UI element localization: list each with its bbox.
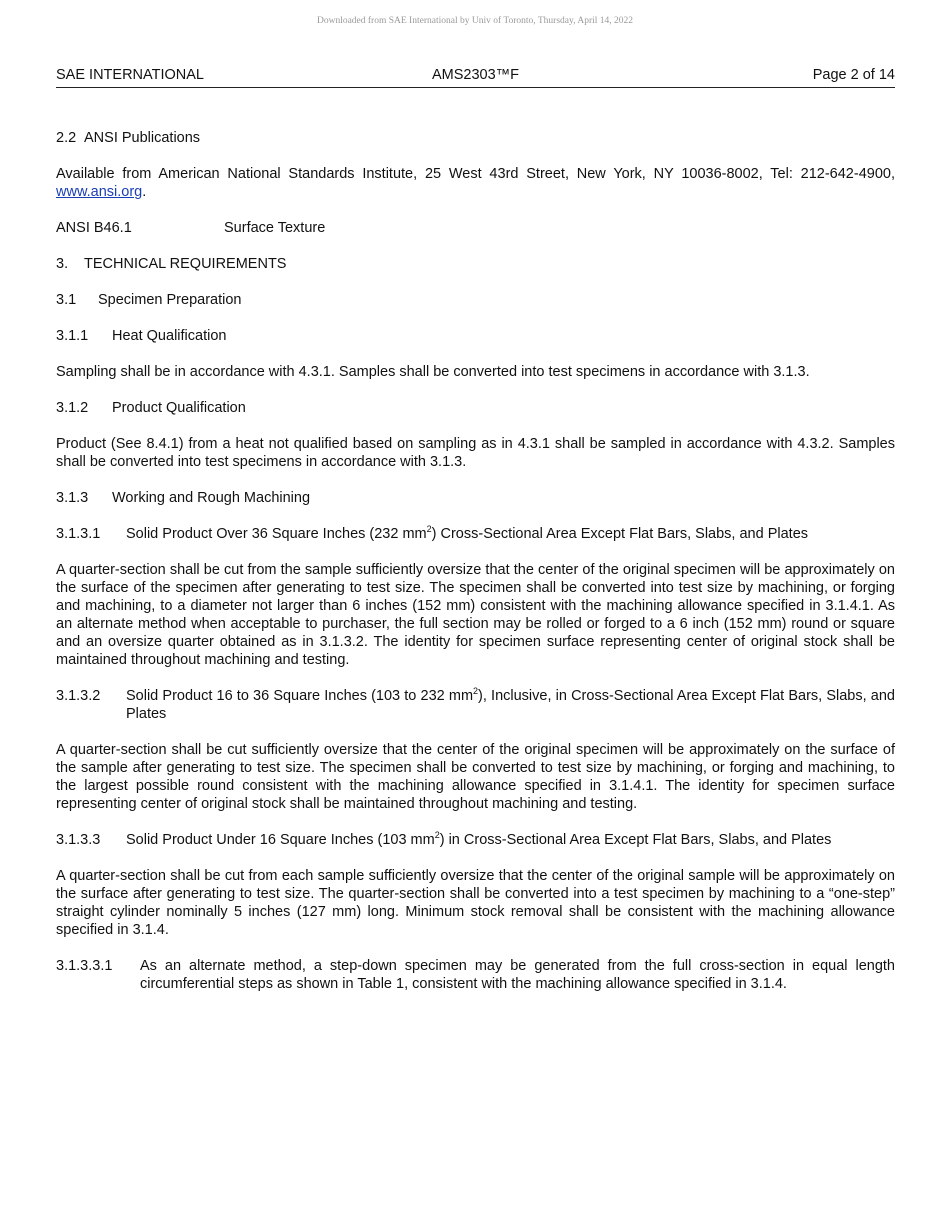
title-part-a: Solid Product 16 to 36 Square Inches (103 to 232 mm [126,688,474,704]
section-3-1-3-heading [56,489,895,507]
section-number: 3.1.3 [56,490,89,506]
section-title: TECHNICAL REQUIREMENTS [84,256,287,272]
section-title: Heat Qualification [112,328,227,344]
section-3-1-3-2-heading [56,687,895,723]
section-3-heading [56,255,895,273]
section-3-1-2-body: Product (See 8.4.1) from a heat not qualified based on sampling as in 4.3.1 shall be sampled in accordance with 4.3.2. Samples shall be converted into test specimens in accordance with 3.1.3. [56,436,895,470]
superscript: 2 [473,686,479,697]
section-3-1-3-1-heading [56,525,895,543]
ansi-website-link[interactable]: www.ansi.org [56,184,143,200]
section-number: 3. [56,256,69,272]
title-part-b: ) Cross-Sectional Area Except Flat Bars, Slabs, and Plates [431,526,809,542]
page-header [56,67,895,88]
reference-title: Surface Texture [224,220,326,236]
section-2-2-heading [56,129,895,147]
section-3-1-3-1-body: A quarter-section shall be cut from the sample sufficiently oversize that the center of the original specimen will be approximately on the surface of the specimen after generating to test size. The specimen shall be converted into test size by machining, or forging and machining, to a diameter not larger than 6 inches (152 mm) consistent with the machining allowance specified in 3.1.4.1. As an alternate method when acceptable to purchaser, the full section may be rolled or forged to a 6 inch (152 mm) round or square and an oversize quarter obtained as in 3.1.3.2. The identity for specimen surface representing center of original stock shall be maintained throughout machining and testing. [56,562,895,668]
section-number: 3.1.2 [56,400,89,416]
header-document-number: AMS2303™F [431,67,520,83]
title-part-a: Solid Product Under 16 Square Inches (103 mm [126,832,435,848]
download-watermark: Downloaded from SAE International by Univ of Toronto, Thursday, April 14, 2022 [316,16,634,26]
section-title: Specimen Preparation [98,292,242,308]
section-title: Working and Rough Machining [112,490,311,506]
section-body: As an alternate method, a step-down specimen may be generated from the full cross-section in equal length circumferential steps as shown in Table 1, consistent with the machining allowance specified in 3.1.4. [140,958,895,992]
availability-text: Available from American National Standards Institute, 25 West 43rd Street, New York, NY 10036-8002, Tel: 212-642-4900, [56,166,895,182]
document-body [56,129,895,1011]
superscript: 2 [434,830,440,841]
section-3-1-3-3-heading [56,831,895,849]
superscript: 2 [426,524,432,535]
section-number: 3.1.3.2 [56,688,101,704]
section-number: 3.1.3.1 [56,526,101,542]
section-number: 3.1 [56,292,77,308]
section-3-1-3-3-body: A quarter-section shall be cut from each sample sufficiently oversize that the center of the original sample will be approximately on the surface after generating to test size. The quarter-section shall be converted into a test specimen by machining to a “one-step” straight cylinder nominally 5 inches (127 mm) long. Minimum stock removal shall be consistent with the machining allowance specified in 3.1.4. [56,868,895,938]
ansi-availability-paragraph [56,165,895,201]
title-part-b: ) in Cross-Sectional Area Except Flat Bars, Slabs, and Plates [439,832,832,848]
section-title: ANSI Publications [84,130,201,146]
availability-end: . [142,184,147,200]
section-3-1-1-heading [56,327,895,345]
header-page-number: Page 2 of 14 [812,67,895,83]
title-part-a: Solid Product Over 36 Square Inches (232 mm [126,526,427,542]
section-title: Product Qualification [112,400,246,416]
section-3-1-3-3-1 [56,957,895,993]
section-3-1-heading [56,291,895,309]
reference-ansi-b46-1 [56,219,895,237]
section-title [126,831,895,849]
section-title [126,687,895,723]
section-number: 2.2 [56,130,77,146]
title-part-b: ), Inclusive, in Cross-Sectional Area Except Flat Bars, Slabs, and Plates [126,688,895,722]
section-number: 3.1.3.3 [56,832,101,848]
header-organization: SAE INTERNATIONAL [56,67,204,83]
reference-code: ANSI B46.1 [56,220,132,236]
section-number: 3.1.3.3.1 [56,958,113,974]
section-3-1-1-body: Sampling shall be in accordance with 4.3.1. Samples shall be converted into test specimens in accordance with 3.1.3. [56,364,810,380]
section-number: 3.1.1 [56,328,89,344]
section-3-1-3-2-body: A quarter-section shall be cut sufficiently oversize that the center of the original specimen will be approximately on the surface of the sample after generating to test size. The specimen shall be converted to test size by machining, or forging and machining, to the largest possible round consistent with the machining allowance specified in 3.1.4.1. The identity for specimen surface representing center of original stock shall be maintained throughout machining and testing. [56,742,895,812]
section-title [126,525,895,543]
section-3-1-2-heading [56,399,895,417]
